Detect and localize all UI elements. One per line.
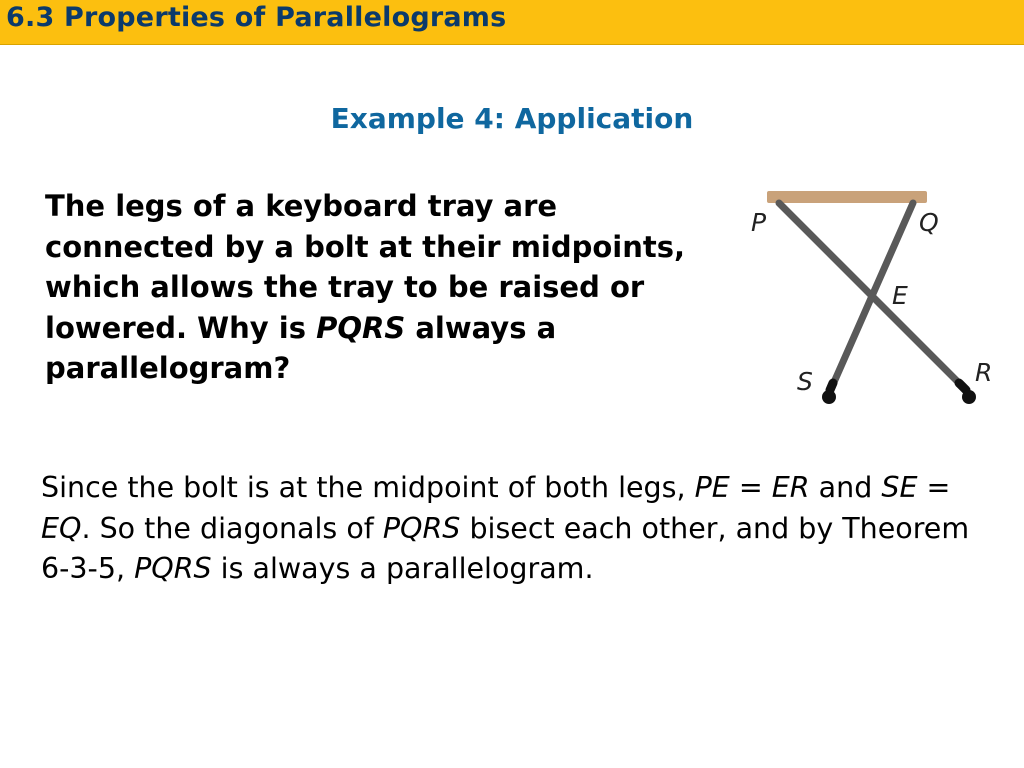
equals-sign: = <box>917 471 951 504</box>
label-q: Q <box>919 208 939 237</box>
label-r: R <box>975 358 993 387</box>
solution-pqrs: PQRS <box>382 511 461 545</box>
solution-text <box>41 468 1001 590</box>
wheel-s-icon <box>822 390 836 404</box>
label-p: P <box>751 208 767 237</box>
leg-q-s-foot <box>830 383 833 390</box>
label-s: S <box>797 367 813 396</box>
keyboard-tray-figure <box>745 185 1005 410</box>
tray-top <box>767 191 927 203</box>
segment-pe: PE <box>694 471 730 504</box>
title-bar <box>0 0 1024 45</box>
problem-text <box>45 186 735 389</box>
solution-text-part: Since the bolt is at the midpoint of both legs, <box>41 471 695 504</box>
label-e: E <box>892 281 908 310</box>
problem-pqrs: PQRS <box>316 310 406 345</box>
solution-text-part: and <box>809 471 882 504</box>
leg-p-r-foot <box>959 383 966 390</box>
segment-eq: EQ <box>41 511 82 545</box>
equals-sign: = <box>729 471 772 504</box>
segment-se: SE <box>881 471 918 504</box>
problem-text-part: always a parallelogram? <box>45 310 557 385</box>
solution-text-part: . So the diagonals of <box>81 511 383 545</box>
solution-text-part: is always a parallelogram. <box>211 552 594 585</box>
wheel-r-icon <box>962 390 976 404</box>
problem-text-part: The legs of a keyboard tray are connected by a bolt at their midpoints, which allows the tray to be raised or lowered. Why is <box>45 189 686 345</box>
example-heading: Example 4: Application <box>330 102 694 135</box>
slide-title: 6.3 Properties of Parallelograms <box>6 2 507 33</box>
solution-pqrs: PQRS <box>134 552 212 585</box>
solution-text-part: bisect each other, and by Theorem 6-3-5, <box>41 511 970 585</box>
segment-er: ER <box>771 471 810 504</box>
